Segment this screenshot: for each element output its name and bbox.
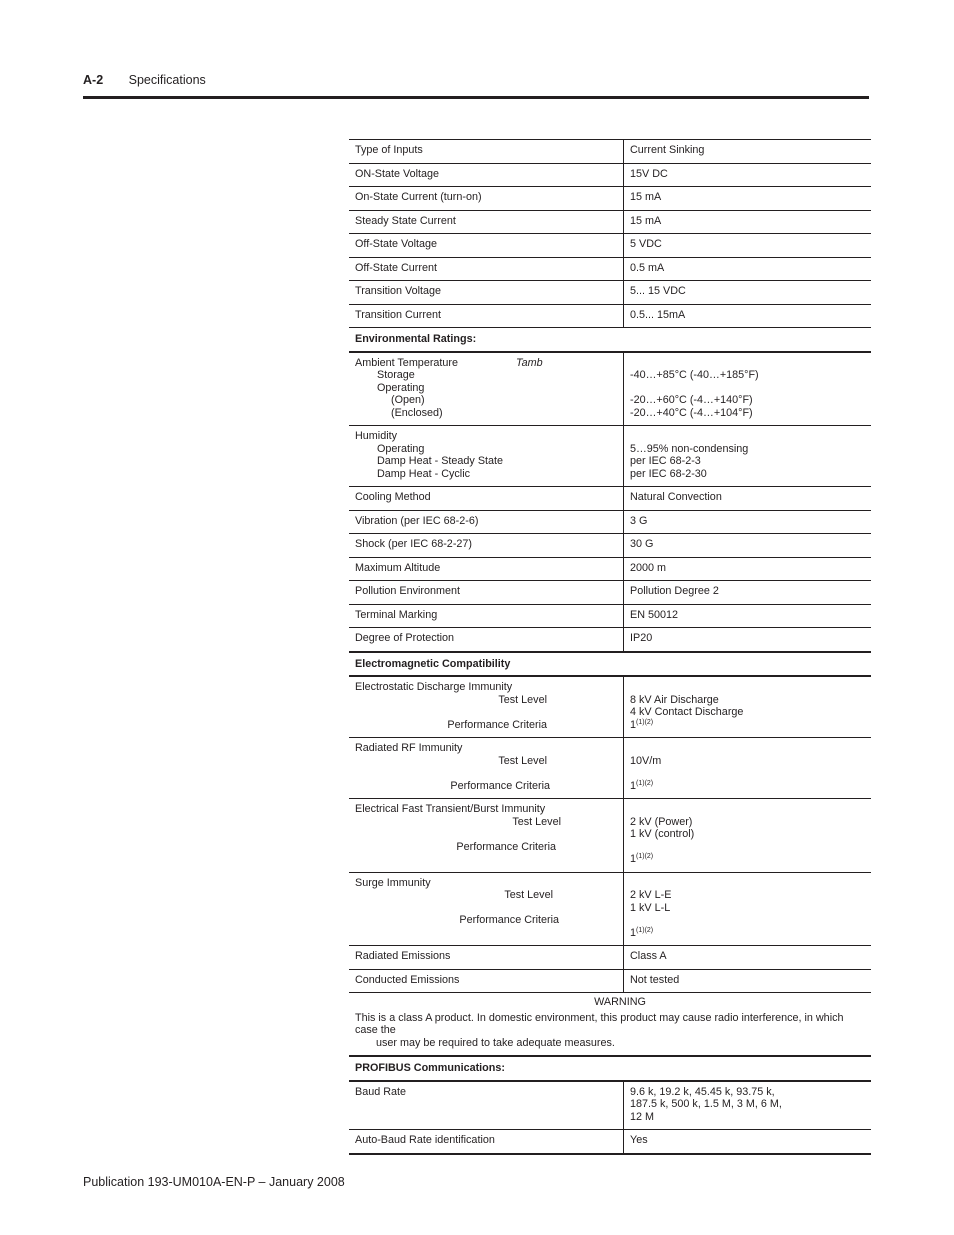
spec-row-radiated-rf: [349, 738, 871, 799]
spec-label: Terminal Marking: [349, 605, 624, 628]
spec-row-ambient-temperature: [349, 353, 871, 427]
spec-row-on-state-current: [349, 187, 871, 211]
eft-value-1: 2 kV (Power): [630, 815, 693, 828]
spec-label: Pollution Environment: [349, 581, 624, 604]
spec-value: Yes: [630, 1134, 648, 1146]
humidity-operating-value: 5…95% non-condensing: [630, 442, 749, 455]
spec-row-shock: [349, 534, 871, 558]
page-header: [83, 73, 206, 87]
page-number: A-2: [83, 73, 104, 87]
spec-value: IP20: [630, 632, 653, 644]
spec-table: [349, 139, 871, 1155]
warning-block: [349, 993, 871, 1057]
surge-criteria: $1^{(1)(2)}$: [630, 926, 654, 939]
spec-label: Degree of Protection: [349, 628, 624, 651]
warning-text-line-2: user may be required to take adequate measures.: [376, 1036, 615, 1049]
spec-row-terminal-marking: [349, 605, 871, 629]
spec-row-type-of-inputs: [349, 139, 871, 164]
esd-value-2: 4 kV Contact Discharge: [630, 706, 744, 718]
surge-value-1: 2 kV L-E: [630, 889, 672, 901]
spec-label: Off-State Voltage: [349, 234, 624, 257]
section-heading-profibus: PROFIBUS Communications:: [349, 1057, 871, 1082]
spec-label: Maximum Altitude: [349, 558, 624, 581]
spec-row-cooling-method: [349, 487, 871, 511]
test-level-label: Test Level: [512, 815, 561, 828]
eft-value-2: 1 kV (control): [630, 828, 695, 840]
performance-criteria-label: Performance Criteria: [447, 718, 547, 731]
spec-label: Electrical Fast Transient/Burst Immunity: [355, 803, 546, 815]
spec-label: ON-State Voltage: [349, 164, 624, 187]
spec-value: 15 mA: [630, 191, 662, 203]
spec-value: 30 G: [630, 538, 654, 550]
performance-criteria-label: Performance Criteria: [459, 914, 559, 926]
spec-row-maximum-altitude: [349, 558, 871, 582]
spec-row-transition-voltage: [349, 281, 871, 305]
esd-criteria: $1^{(1)(2)}$: [630, 718, 654, 731]
warning-title: WARNING: [594, 996, 646, 1008]
rf-value-1: 10V/m: [630, 754, 662, 767]
spec-row-pollution-environment: [349, 581, 871, 605]
operating-label: Operating: [377, 381, 425, 394]
performance-criteria-label: Performance Criteria: [456, 840, 556, 853]
eft-criteria: $1^{(1)(2)}$: [630, 853, 654, 865]
spec-row-off-state-voltage: [349, 234, 871, 258]
spec-label: Type of Inputs: [349, 140, 624, 163]
spec-label: Humidity: [355, 430, 397, 442]
test-level-label: Test Level: [504, 889, 553, 901]
spec-label: Cooling Method: [349, 487, 624, 510]
spec-value: Natural Convection: [630, 491, 722, 503]
storage-value: -40…+85°C (-40…+185°F): [630, 369, 759, 381]
spec-value: 0.5... 15mA: [630, 308, 686, 321]
rf-criteria: $1^{(1)(2)}$: [630, 779, 654, 792]
baud-value-line-3: 12 M: [630, 1110, 655, 1123]
spec-value: Current Sinking: [630, 144, 705, 156]
spec-value: 0.5 mA: [630, 261, 665, 274]
spec-row-on-state-voltage: [349, 164, 871, 188]
spec-label: Off-State Current: [349, 258, 624, 281]
spec-value: 3 G: [630, 514, 648, 527]
spec-value: 5... 15 VDC: [630, 285, 686, 297]
spec-label: Shock (per IEC 68-2-27): [349, 534, 624, 557]
spec-row-transition-current: [349, 305, 871, 329]
baud-value-line-1: 9.6 k, 19.2 k, 45.45 k, 93.75 k,: [630, 1085, 775, 1098]
spec-row-baud-rate: [349, 1082, 871, 1131]
test-level-label: Test Level: [498, 693, 547, 706]
tamb-symbol: Tamb: [516, 356, 543, 369]
spec-label: Ambient Temperature: [355, 356, 459, 369]
enclosed-label: (Enclosed): [391, 406, 443, 419]
section-heading-environmental: Environmental Ratings:: [349, 328, 871, 353]
spec-label: Transition Current: [349, 305, 624, 328]
spec-row-steady-state-current: [349, 211, 871, 235]
test-level-label: Test Level: [498, 754, 547, 767]
spec-value: 15 mA: [630, 214, 662, 227]
enclosed-value: -20…+40°C (-4…+104°F): [630, 406, 753, 419]
open-value: -20…+60°C (-4…+140°F): [630, 394, 753, 406]
spec-row-conducted-emissions: [349, 970, 871, 994]
spec-value: Class A: [630, 950, 667, 962]
warning-text-line-1: This is a class A product. In domestic environment, this product may cause radio interference, in which case the: [355, 1011, 844, 1036]
damp-steady-value: per IEC 68-2-3: [630, 455, 701, 467]
damp-cyclic-label: Damp Heat - Cyclic: [377, 467, 470, 480]
spec-value: 2000 m: [630, 561, 667, 574]
open-label: (Open): [391, 394, 425, 406]
spec-row-radiated-emissions: [349, 946, 871, 970]
spec-label: Auto-Baud Rate identification: [349, 1130, 624, 1153]
spec-row-vibration: [349, 511, 871, 535]
header-rule: [83, 96, 869, 99]
baud-value-line-2: 187.5 k, 500 k, 1.5 M, 3 M, 6 M,: [630, 1098, 782, 1110]
spec-label: Radiated RF Immunity: [355, 742, 463, 754]
spec-row-humidity: [349, 426, 871, 487]
section-heading-emc: Electromagnetic Compatibility: [349, 653, 871, 678]
page-footer: Publication 193-UM010A-EN-P – January 2008: [83, 1175, 345, 1189]
spec-row-auto-baud: [349, 1130, 871, 1155]
spec-label: Baud Rate: [349, 1082, 624, 1130]
spec-row-degree-of-protection: [349, 628, 871, 653]
spec-label: Electrostatic Discharge Immunity: [355, 681, 513, 693]
humidity-operating-label: Operating: [377, 442, 425, 455]
performance-criteria-label: Performance Criteria: [450, 779, 550, 792]
spec-row-esd: [349, 677, 871, 738]
spec-label: Surge Immunity: [355, 876, 431, 889]
spec-row-off-state-current: [349, 258, 871, 282]
spec-label: Steady State Current: [349, 211, 624, 234]
storage-label: Storage: [377, 369, 415, 381]
spec-value: 15V DC: [630, 167, 668, 180]
spec-label: Radiated Emissions: [349, 946, 624, 969]
spec-label: Conducted Emissions: [349, 970, 624, 993]
spec-label: Vibration (per IEC 68-2-6): [349, 511, 624, 534]
damp-steady-label: Damp Heat - Steady State: [377, 455, 504, 467]
spec-value: 5 VDC: [630, 238, 662, 250]
esd-value-1: 8 kV Air Discharge: [630, 693, 719, 706]
spec-row-eft: [349, 799, 871, 873]
spec-value: EN 50012: [630, 608, 679, 621]
spec-label: Transition Voltage: [349, 281, 624, 304]
spec-row-surge: [349, 873, 871, 947]
spec-value: Not tested: [630, 973, 680, 986]
section-title: Specifications: [128, 73, 206, 87]
spec-label: On-State Current (turn-on): [349, 187, 624, 210]
spec-value: Pollution Degree 2: [630, 585, 719, 597]
surge-value-2: 1 kV L-L: [630, 901, 671, 914]
damp-cyclic-value: per IEC 68-2-30: [630, 467, 707, 480]
